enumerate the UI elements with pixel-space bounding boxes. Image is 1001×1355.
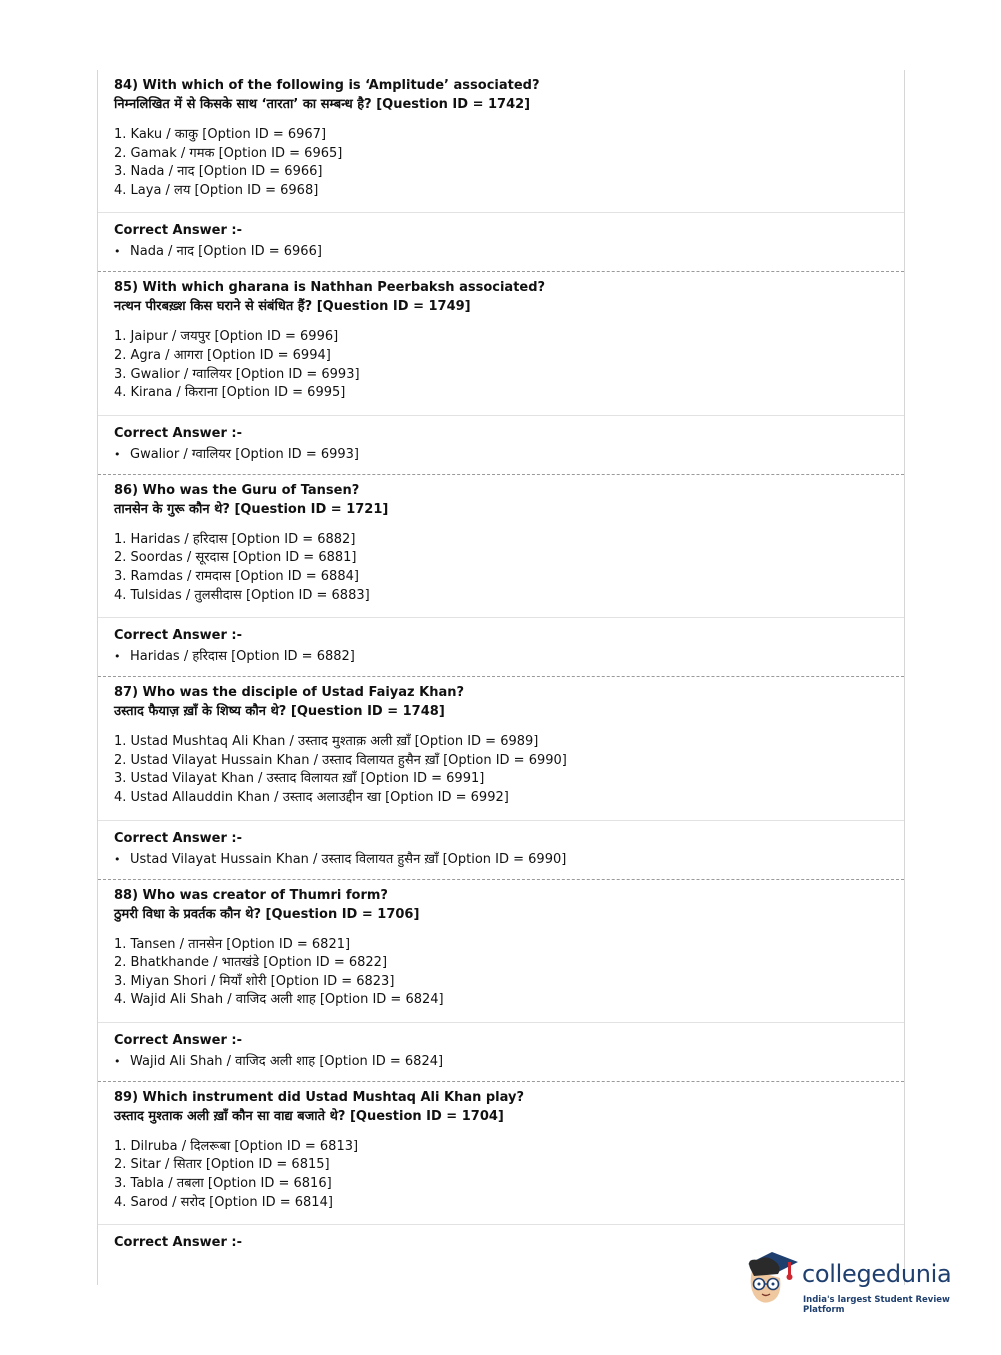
bullet-icon: • — [114, 852, 121, 866]
option-item: 2. Gamak / गमक [Option ID = 6965] — [114, 145, 343, 161]
question-title-en: 89) Which instrument did Ustad Mushtaq Ali Khan play? — [114, 1089, 525, 1105]
correct-answer-text: Ustad Vilayat Hussain Khan / उस्ताद विलायत हुसैन ख़ाँ [Option ID = 6990] — [130, 851, 567, 867]
options-list — [114, 733, 904, 807]
question-title-en: 86) Who was the Guru of Tansen? — [114, 482, 360, 498]
option-item: 2. Sitar / सितार [Option ID = 6815] — [114, 1157, 330, 1173]
answer-divider — [98, 1224, 904, 1225]
bullet-icon: • — [114, 650, 121, 664]
correct-answer-text: Gwalior / ग्वालियर [Option ID = 6993] — [130, 446, 360, 462]
option-item: 3. Gwalior / ग्वालियर [Option ID = 6993] — [114, 366, 360, 382]
answer-divider — [98, 212, 904, 213]
question-title-en: 84) With which of the following is ‘Amplitude’ associated? — [114, 78, 540, 93]
correct-answer-heading: Correct Answer :- — [114, 1235, 242, 1251]
answer-divider — [98, 1022, 904, 1023]
correct-answer-text: Wajid Ali Shah / वाजिद अली शाह [Option ID = 6824] — [130, 1053, 444, 1069]
option-item: 1. Ustad Mushtaq Ali Khan / उस्ताद मुश्ताक़ अली ख़ाँ [Option ID = 6989] — [114, 734, 539, 750]
option-item: 4. Ustad Allauddin Khan / उस्ताद अलाउद्दीन खा [Option ID = 6992] — [114, 789, 509, 805]
bullet-icon: • — [114, 1054, 121, 1068]
option-item: 1. Dilruba / दिलरूबा [Option ID = 6813] — [114, 1138, 359, 1154]
question-title-en: 87) Who was the disciple of Ustad Faiyaz Khan? — [114, 685, 465, 701]
options-list — [114, 126, 904, 200]
logo-tagline: India's largest Student Review Platform — [803, 1295, 950, 1315]
question-title-hi: उस्ताद फैयाज़ ख़ाँ के शिष्य कौन थे? [Question ID = 1748] — [114, 704, 445, 720]
option-item: 1. Haridas / हरिदास [Option ID = 6882] — [114, 531, 356, 547]
option-item: 4. Tulsidas / तुलसीदास [Option ID = 6883] — [114, 587, 370, 603]
option-item: 4. Laya / लय [Option ID = 6968] — [114, 182, 319, 198]
options-list — [114, 531, 904, 605]
question-title-en: 85) With which gharana is Nathhan Peerbaksh associated? — [114, 280, 546, 296]
question-block — [98, 880, 904, 1082]
question-title-hi: तानसेन के गुरू कौन थे? [Question ID = 1721] — [114, 501, 389, 517]
option-item: 4. Kirana / किराना [Option ID = 6995] — [114, 385, 346, 401]
option-item: 2. Bhatkhande / भातखंडे [Option ID = 6822] — [114, 955, 388, 971]
option-item: 3. Ustad Vilayat Khan / उस्ताद विलायत ख़ाँ [Option ID = 6991] — [114, 771, 485, 787]
options-list — [114, 328, 904, 402]
answer-divider — [98, 617, 904, 618]
correct-answer-heading: Correct Answer :- — [114, 628, 242, 644]
correct-answer-item — [114, 647, 904, 667]
question-block — [98, 677, 904, 879]
answer-divider — [98, 415, 904, 416]
correct-answer-item — [114, 850, 904, 870]
option-item: 3. Nada / नाद [Option ID = 6966] — [114, 164, 323, 180]
options-list — [114, 936, 904, 1010]
correct-answer-text: Haridas / हरिदास [Option ID = 6882] — [130, 649, 355, 665]
question-block — [98, 272, 904, 474]
graduate-mascot-icon — [742, 1248, 802, 1310]
option-item: 2. Ustad Vilayat Hussain Khan / उस्ताद विलायत हुसैन ख़ाँ [Option ID = 6990] — [114, 752, 567, 768]
correct-answer-heading: Correct Answer :- — [114, 830, 242, 846]
question-title-hi: निम्नलिखित में से किसके साथ ‘तारता’ का सम्बन्ध है? [Question ID = 1742] — [114, 97, 531, 112]
option-item: 3. Ramdas / रामदास [Option ID = 6884] — [114, 568, 359, 584]
correct-answer-heading: Correct Answer :- — [114, 1032, 242, 1048]
question-block — [98, 1082, 904, 1252]
answer-divider — [98, 820, 904, 821]
option-item: 3. Miyan Shori / मियाँ शोरी [Option ID = 6823] — [114, 973, 395, 989]
collegedunia-logo — [742, 1248, 972, 1314]
correct-answer-heading: Correct Answer :- — [114, 425, 242, 441]
question-title-en: 88) Who was creator of Thumri form? — [114, 887, 388, 903]
question-title-hi: उस्ताद मुश्ताक अली ख़ाँ कौन सा वाद्य बजाते थे? [Question ID = 1704] — [114, 1108, 504, 1124]
option-item: 4. Wajid Ali Shah / वाजिद अली शाह [Option ID = 6824] — [114, 992, 444, 1008]
option-item: 1. Tansen / तानसेन [Option ID = 6821] — [114, 936, 351, 952]
correct-answer-item — [114, 1052, 904, 1072]
option-item: 1. Jaipur / जयपुर [Option ID = 6996] — [114, 329, 339, 345]
question-block — [98, 70, 904, 272]
option-item: 4. Sarod / सरोद [Option ID = 6814] — [114, 1194, 333, 1210]
option-item: 2. Soordas / सूरदास [Option ID = 6881] — [114, 550, 357, 566]
logo-wordmark: collegedunia — [802, 1260, 952, 1288]
question-title-hi: नत्थन पीरबख़्श किस घराने से संबंधित हैं? [Question ID = 1749] — [114, 299, 471, 315]
option-item: 2. Agra / आगरा [Option ID = 6994] — [114, 347, 331, 363]
options-list — [114, 1138, 904, 1212]
question-sheet — [97, 70, 905, 1285]
correct-answer-text: Nada / नाद [Option ID = 6966] — [130, 244, 322, 260]
correct-answer-item — [114, 445, 904, 465]
correct-answer-item — [114, 242, 904, 262]
bullet-icon: • — [114, 447, 121, 461]
question-title-hi: ठुमरी विधा के प्रवर्तक कौन थे? [Question ID = 1706] — [114, 906, 420, 922]
correct-answer-heading: Correct Answer :- — [114, 223, 242, 239]
question-block — [98, 475, 904, 677]
option-item: 1. Kaku / काकु [Option ID = 6967] — [114, 127, 327, 142]
option-item: 3. Tabla / तबला [Option ID = 6816] — [114, 1176, 332, 1192]
bullet-icon: • — [114, 245, 121, 259]
